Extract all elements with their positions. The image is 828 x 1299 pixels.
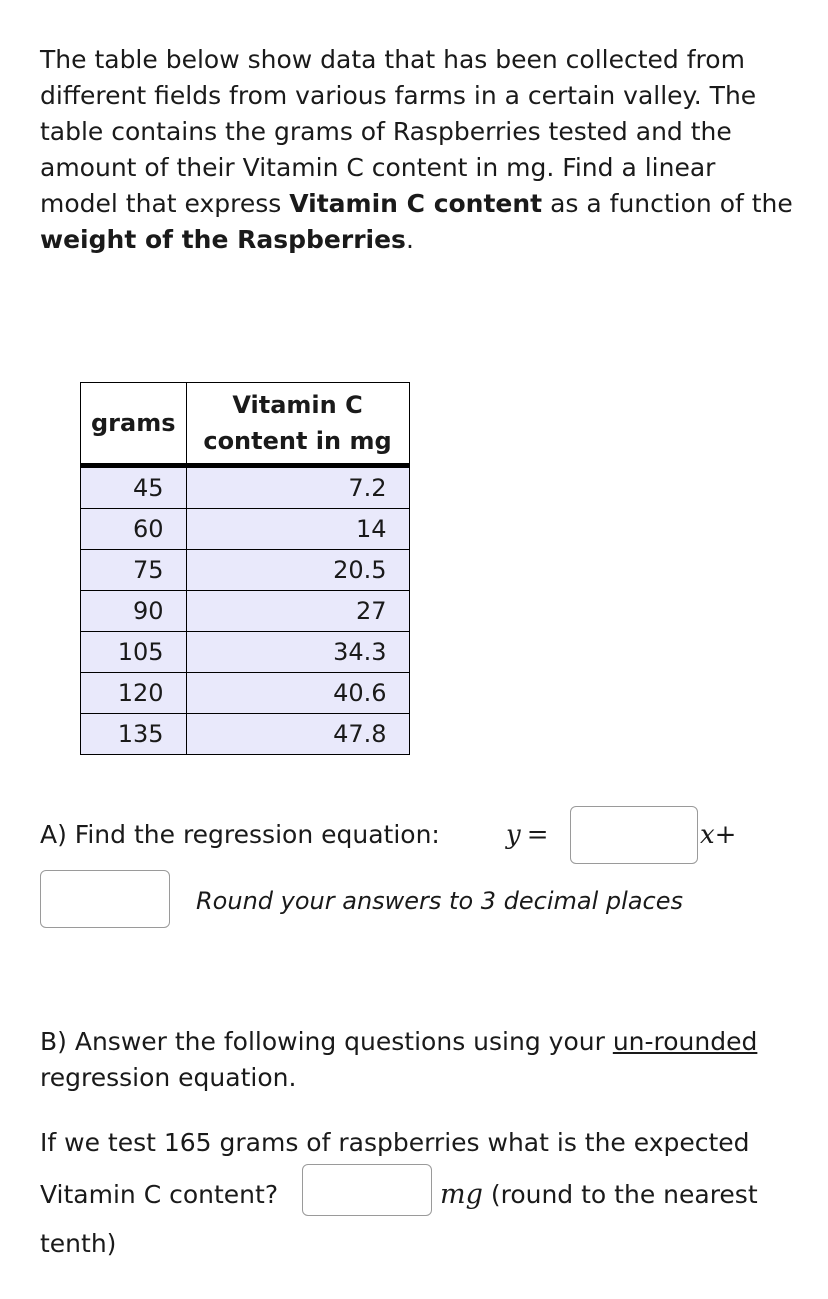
cell-vitamin-c: 27 — [186, 591, 409, 632]
part-a-prompt: A) Find the regression equation: — [40, 820, 440, 849]
cell-grams: 105 — [81, 632, 187, 673]
cell-vitamin-c: 14 — [186, 509, 409, 550]
table-header-row — [81, 383, 410, 466]
cell-vitamin-c: 20.5 — [186, 550, 409, 591]
question-line-1: If we test 165 grams of raspberries what is the expected — [40, 1128, 750, 1157]
table-row — [81, 550, 410, 591]
cell-grams: 45 — [81, 466, 187, 509]
cell-vitamin-c: 34.3 — [186, 632, 409, 673]
round-note-end: tenth) — [40, 1229, 117, 1258]
cell-vitamin-c: 40.6 — [186, 673, 409, 714]
vitamin-c-answer-input[interactable] — [302, 1164, 432, 1216]
table-row — [81, 509, 410, 550]
y-variable: y — [506, 820, 521, 850]
intro-text-3: . — [405, 225, 414, 254]
x-plus-term — [700, 817, 736, 853]
intro-bold-2: weight of the Raspberries — [40, 225, 406, 254]
problem-statement — [40, 42, 800, 258]
equals-sign: = — [526, 820, 549, 850]
cell-grams: 135 — [81, 714, 187, 755]
table-row — [81, 714, 410, 755]
cell-grams: 90 — [81, 591, 187, 632]
plus-sign: + — [714, 820, 737, 850]
round-note-b: (round to the nearest — [490, 1180, 758, 1209]
slope-input[interactable] — [570, 806, 698, 864]
rounding-note: Round your answers to 3 decimal places — [196, 887, 683, 915]
part-b-text-2: regression equation. — [40, 1063, 297, 1092]
unit-and-rounding — [440, 1177, 758, 1213]
header-grams: grams — [81, 383, 187, 466]
table-row — [81, 591, 410, 632]
header-vitamin-c: Vitamin C content in mg — [186, 383, 409, 466]
question-line-2: Vitamin C content? — [40, 1180, 279, 1209]
intro-bold-1: Vitamin C content — [289, 189, 543, 218]
part-b-text-1: B) Answer the following questions using your — [40, 1027, 613, 1056]
table-row — [81, 632, 410, 673]
table-row — [81, 466, 410, 509]
equation-lhs — [506, 817, 549, 853]
x-variable: x — [700, 820, 715, 850]
unit-mg: mg — [440, 1179, 483, 1210]
part-b-prompt — [40, 1024, 810, 1096]
intercept-input[interactable] — [40, 870, 170, 928]
cell-grams: 60 — [81, 509, 187, 550]
intro-text-2: as a function of the — [542, 189, 793, 218]
intro-text-1: The table below show data that has been collected from different fields from various farms in a certain valley. The table contains the grams of Raspberries tested and the amount of their Vitamin C content in mg. Find a linear model that express — [40, 45, 757, 218]
data-table — [80, 382, 410, 755]
table-row — [81, 673, 410, 714]
cell-grams: 120 — [81, 673, 187, 714]
cell-vitamin-c: 47.8 — [186, 714, 409, 755]
part-b-underlined: un-rounded — [612, 1027, 758, 1056]
cell-grams: 75 — [81, 550, 187, 591]
cell-vitamin-c: 7.2 — [186, 466, 409, 509]
